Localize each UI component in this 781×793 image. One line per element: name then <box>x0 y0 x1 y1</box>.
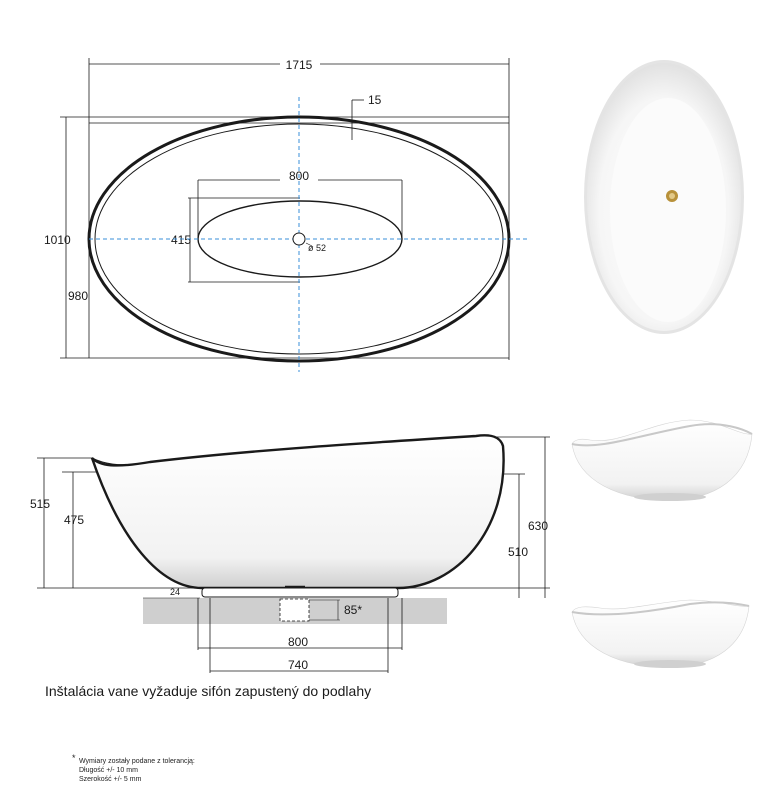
tolerance-heading: Wymiary zostały podane z tolerancją: <box>79 758 195 765</box>
dim-side-height-inner-high: 510 <box>508 545 529 559</box>
dim-basin-width: 415 <box>171 233 192 247</box>
tolerance-star: * <box>72 753 76 763</box>
drain-pit <box>280 599 309 621</box>
dim-side-height-high: 630 <box>528 519 549 533</box>
top-view <box>44 58 530 372</box>
dim-width-total: 1715 <box>285 58 313 72</box>
tub-photo-top <box>584 60 744 334</box>
tub-side-profile <box>92 435 504 588</box>
tub-photo-side-1 <box>572 420 752 501</box>
dim-drain: ø 52 <box>308 243 327 253</box>
dim-side-height-inner: 475 <box>64 513 85 527</box>
dim-height-inner: 980 <box>68 289 89 303</box>
dim-rim: 15 <box>368 93 382 107</box>
installation-note: Inštalácia vane vyžaduje sifón zapustený do podlahy <box>45 683 372 699</box>
tolerance-length: Długość +/- 10 mm <box>79 767 138 774</box>
dim-base-inner: 740 <box>287 658 309 672</box>
dim-drain-depth: 85* <box>344 603 363 617</box>
dim-height-total: 1010 <box>44 233 71 247</box>
dim-basin-length: 800 <box>288 169 310 183</box>
side-view <box>30 435 550 673</box>
tub-base <box>202 588 398 597</box>
tolerance-width: Szerokość +/- 5 mm <box>79 776 142 783</box>
drain-circle <box>293 233 305 245</box>
tolerance-block <box>72 753 195 784</box>
dim-floor-gap: 24 <box>170 587 181 597</box>
dim-base-outer: 800 <box>287 635 309 649</box>
dim-side-height-low: 515 <box>30 497 51 511</box>
tub-photo-side-2 <box>572 600 749 668</box>
